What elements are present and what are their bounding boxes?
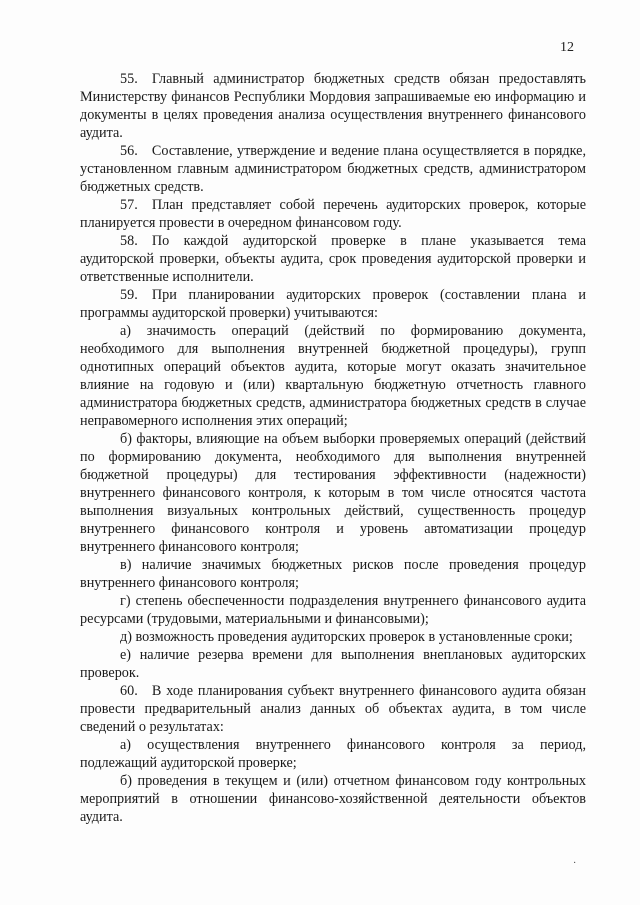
paragraph-60: 60. В ходе планирования субъект внутреннего финансового аудита обязан провести предварительный анализ данных об объектах аудита, в том числе сведений о результатах: [80, 683, 586, 735]
paragraph-58: 58. По каждой аудиторской проверке в плане указывается тема аудиторской проверки, объекты аудита, срок проведения аудиторской проверки и ответственные исполнители. [80, 233, 586, 285]
document-body [80, 70, 586, 826]
item-60-b: б) проведения в текущем и (или) отчетном финансовом году контрольных мероприятий в отношении финансово-хозяйственной деятельности объектов аудита. [80, 773, 586, 825]
item-60-a: а) осуществления внутреннего финансового контроля за период, подлежащий аудиторской проверке; [80, 737, 586, 771]
item-59-g: г) степень обеспеченности подразделения внутреннего финансового аудита ресурсами (трудовыми, материальными и финансовыми); [80, 593, 586, 627]
paragraph-56: 56. Составление, утверждение и ведение плана осуществляется в порядке, установленном главным администратором бюджетных средств, администратором бюджетных средств. [80, 143, 586, 195]
item-59-b: б) факторы, влияющие на объем выборки проверяемых операций (действий по формированию документа, необходимого для выполнения внутренней бюджетной процедуры) для тестирования эффективности (надежности) внутреннего финансового контроля, к которым в том числе относятся частота выполнения визуальных контрольных действий, существенность процедур внутреннего финансового контроля и уровень автоматизации процедур внутреннего финансового контроля; [80, 431, 586, 555]
item-59-v: в) наличие значимых бюджетных рисков после проведения процедур внутреннего финансового контроля; [80, 557, 586, 591]
paragraph-57: 57. План представляет собой перечень аудиторских проверок, которые планируется провести в очередном финансовом году. [80, 197, 586, 231]
page-number: 12 [560, 40, 574, 55]
item-59-a: а) значимость операций (действий по формированию документа, необходимого для выполнения внутренней бюджетной процедуры), групп однотипных операций объектов аудита, которые могут оказать значительное влияние на годовую и (или) квартальную бюджетную отчетность главного администратора бюджетных средств, администратора бюджетных средств в случае неправомерного исполнения этих операций; [80, 323, 586, 429]
item-59-d: д) возможность проведения аудиторских проверок в установленные сроки; [120, 629, 573, 645]
item-59-e: е) наличие резерва времени для выполнения внеплановых аудиторских проверок. [80, 647, 586, 681]
paragraph-55: 55. Главный администратор бюджетных средств обязан предоставлять Министерству финансов Республики Мордовия запрашиваемые ею информацию и документы в целях проведения анализа осуществления внутреннего финансового аудита. [80, 71, 586, 141]
scan-mark: · [573, 858, 577, 869]
paragraph-59: 59. При планировании аудиторских проверок (составлении плана и программы аудиторской проверки) учитываются: [80, 287, 586, 321]
